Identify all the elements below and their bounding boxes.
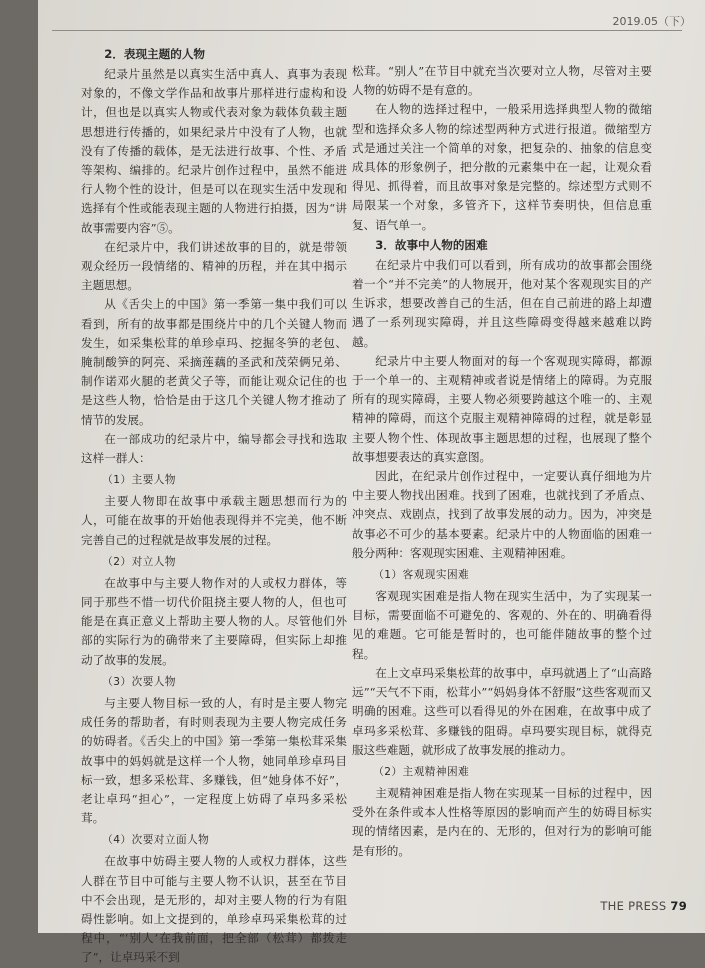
paragraph: 主观精神困难是指人物在实现某一目标的过程中，因受外在条件或本人性格等原因的影响而产生的妨碍目标实现的情绪因素，是内在的、无形的，但对行为的影响可能是有形的。 bbox=[352, 785, 652, 858]
publication-name: THE PRESS bbox=[600, 899, 667, 913]
issue-date: 2019.05（下） bbox=[612, 15, 691, 28]
section-heading: 2．表现主题的人物 bbox=[104, 47, 206, 61]
paragraph: 主要人物即在故事中承载主题思想而行为的人，可能在故事的开始他表现得并不完美，他不断完善自己的过程就是故事发展的过程。 bbox=[81, 494, 347, 547]
paragraph: 因此，在纪录片创作过程中，一定要认真仔细地为片中主要人物找出困难。找到了困难，也就找到了矛盾点、冲突点、戏剧点，找到了故事发展的动力。因为，冲突是故事必不可少的基本要素。纪录片中的人物面临的困难一般分两种：客观现实困难、主观精神困难。 bbox=[352, 469, 652, 560]
paragraph: 在故事中与主要人物作对的人或权力群体，等同于那些不惜一切代价阻挠主要人物的人，但也可能是在真正意义上帮助主要人物的人。尽管他们外部的实际行为的确带来了主要障碍，但实际上却推动了故事的发展。 bbox=[81, 575, 347, 667]
paragraph: 客观现实困难是指人物在现实生活中，为了实现某一目标，需要面临不可避免的、客观的、外在的、明确看得见的难题。它可能是暂时的，也可能伴随故事的整个过程。 bbox=[352, 589, 652, 661]
paragraph: 与主要人物目标一致的人，有时是主要人物完成任务的帮助者，有时则表现为主要人物完成任务的妨碍者。《舌尖上的中国》第一季第一集松茸采集故事中的妈妈就是这样一个人物，她同单珍卓玛目标一致，想多采松茸、多赚钱，但“她身体不好”，老让卓玛“担心”，一定程度上妨碍了卓玛多采松茸。 bbox=[81, 695, 347, 826]
paragraph: 在上文卓玛采集松茸的故事中，卓玛就遇上了“山高路远”“天气不下雨，松茸小”“妈妈身体不舒服”这些客观而又明确的困难。这些可以看得见的外在困难，在故事中成了卓玛多采松茸、多赚钱的阻碍。卓玛要实现目标，就得克服这些难题，就形成了故事发展的推动力。 bbox=[352, 665, 652, 757]
subsection-heading: （1）客观现实困难 bbox=[373, 569, 470, 582]
section-heading: 3．故事中人物的困难 bbox=[375, 237, 488, 252]
subsection-heading: （2）主观精神困难 bbox=[373, 765, 470, 778]
subsection-heading: （3）次要人物 bbox=[102, 675, 176, 688]
paragraph: 在纪录片中，我们讲述故事的目的，就是带领观众经历一段情绪的、精神的历程，并在其中揭示主题思想。 bbox=[81, 239, 347, 293]
paragraph: 在故事中妨碍主要人物的人或权力群体，这些人群在节目中可能与主要人物不认识，甚至在节目中不会出现，是无形的，却对主要人物的行为有阻碍性影响。如上文提到的，单珍卓玛采集松茸的过程中，“‘别人’在我前面，把全部（松茸）都拨走了”，让卓玛采不到 bbox=[81, 854, 347, 965]
subsection-heading: （2）对立人物 bbox=[102, 555, 176, 568]
subsection-heading: （4）次要对立面人物 bbox=[102, 834, 210, 847]
page-number: 79 bbox=[670, 899, 687, 913]
paragraph: 纪录片虽然是以真实生活中真人、真事为表现对象的，不像文学作品和故事片那样进行虚构和设计，但也是以真实人物或代表对象为载体负载主题思想进行传播的，如果纪录片中没有了人物，也就没有了传播的载体，是无法进行故事、个性、矛盾等架构、编排的。纪录片创作过程中，虽然不能进行人物个性的设计，但是可以在现实生活中发现和选择有个性或能表现主题的人物进行拍摄，因为“讲故事需要内容”⑤。 bbox=[81, 67, 347, 235]
paragraph: 纪录片中主要人物面对的每一个客观现实障碍，都源于一个单一的、主观精神或者说是情绪上的障碍。为克服所有的现实障碍，主要人物必须要跨越这个唯一的、主观精神的障碍，而这个克服主观精神障碍的过程，就是彰显主要人物个性、体现故事主题思想的过程，也展现了整个故事想要表达的真实意图。 bbox=[352, 353, 652, 464]
page-footer bbox=[600, 899, 687, 913]
subsection-heading: （1）主要人物 bbox=[102, 474, 176, 487]
document-page bbox=[38, 0, 705, 965]
paragraph: 从《舌尖上的中国》第一季第一集中我们可以看到，所有的故事都是围绕片中的几个关键人物而发生，如采集松茸的单珍卓玛、挖掘冬笋的老包、腌制酸笋的阿亮、采摘莲藕的圣武和茂荣俩兄弟、制作诺邓火腿的老黄父子等，而能让观众记住的也是这些人物，恰恰是由于这几个关键人物才推动了情节的发展。 bbox=[81, 297, 347, 427]
paragraph: 在纪录片中我们可以看到，所有成功的故事都会围绕着一个“并不完美”的人物展开，他对某个客观现实目的产生诉求，想要改善自己的生活，但在自己前进的路上却遭遇了一系列现实障碍，并且这些障碍变得越来越难以跨越。 bbox=[352, 257, 652, 349]
header-rule bbox=[52, 30, 682, 31]
paragraph: 在人物的选择过程中，一般采用选择典型人物的微缩型和选择众多人物的综述型两种方式进行报道。微缩型方式是通过关注一个简单的对象，把复杂的、抽象的信息变成具体的形象例子，把分散的元素集中在一起，让观众看得见、抓得着，而且故事对象是完整的。综述型方式则不局限某一个对象，多管齐下，这样节奏明快，但信息重复、语气单一。 bbox=[352, 102, 652, 232]
right-column bbox=[352, 62, 652, 861]
paragraph: 松茸。“别人”在节目中就充当次要对立人物，尽管对主要人物的妨碍不是有意的。 bbox=[352, 64, 652, 98]
paragraph: 在一部成功的纪录片中，编导都会寻找和选取这样一群人： bbox=[81, 431, 347, 466]
left-column bbox=[81, 44, 347, 968]
